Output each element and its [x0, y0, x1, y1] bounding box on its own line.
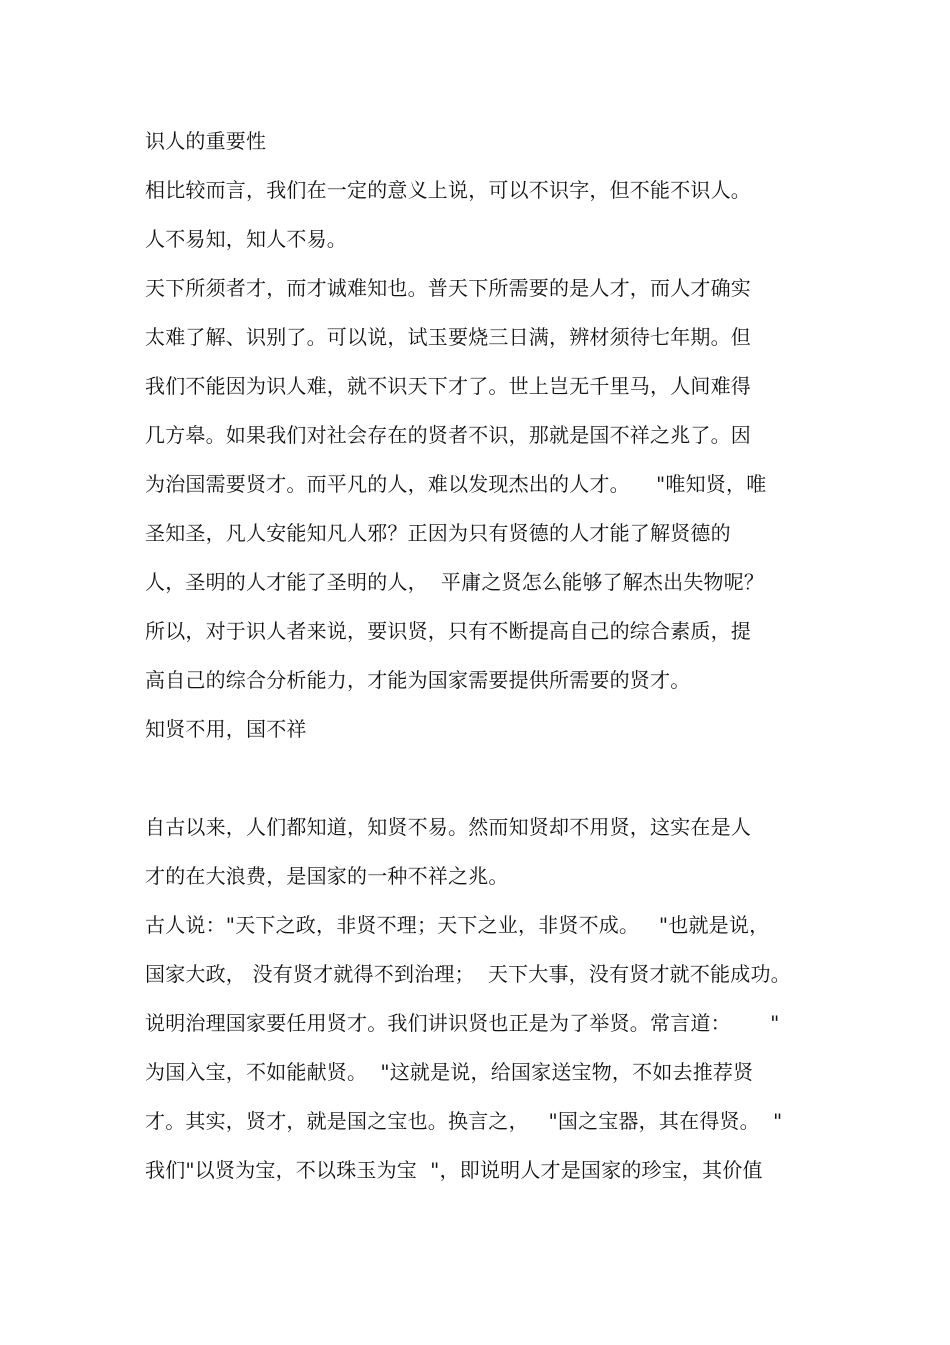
text-line: 相比较而言，我们在一定的意义上说，可以不识字，但不能不识人。: [145, 178, 751, 202]
text-line: 古人说："天下之政，非贤不理；天下之业，非贤不成。 "也就是说，: [145, 913, 770, 937]
text-line: 人不易知，知人不易。: [145, 227, 347, 251]
text-line: 为治国需要贤才。而平凡的人，难以发现杰出的人才。 "唯知贤，唯: [145, 472, 767, 496]
text-line: 几方皋。如果我们对社会存在的贤者不识，那就是国不祥之兆了。因: [145, 423, 751, 447]
section-heading: 识人的重要性: [145, 129, 267, 153]
text-line: 我们"以贤为宝，不以珠玉为宝 "，即说明人才是国家的珍宝，其价值: [145, 1158, 763, 1182]
text-line: 我们不能因为识人难，就不识天下才了。世上岂无千里马，人间难得: [145, 374, 751, 398]
text-line: 太难了解、识别了。可以说，试玉要烧三日满，辨材须待七年期。但: [145, 325, 751, 349]
text-line: 国家大政， 没有贤才就得不到治理； 天下大事，没有贤才就不能成功。: [145, 962, 791, 986]
section-heading: 知贤不用，国不祥: [145, 717, 307, 741]
text-line: 说明治理国家要任用贤才。我们讲识贤也正是为了举贤。常言道： ": [145, 1011, 780, 1035]
blank-line: [145, 761, 815, 810]
text-line: 圣知圣，凡人安能知凡人邪？正因为只有贤德的人才能了解贤德的: [145, 521, 731, 545]
document-body: [145, 124, 815, 1202]
text-line: 自古以来，人们都知道，知贤不易。然而知贤却不用贤，这实在是人: [145, 815, 751, 839]
text-line: 才。其实，贤才，就是国之宝也。换言之， "国之宝器，其在得贤。 ": [145, 1109, 783, 1133]
text-line: 人，圣明的人才能了圣明的人， 平庸之贤怎么能够了解杰出失物呢？: [145, 570, 765, 594]
text-line: 高自己的综合分析能力，才能为国家需要提供所需要的贤才。: [145, 668, 691, 692]
text-line: 天下所须者才，而才诚难知也。普天下所需要的是人才，而人才确实: [145, 276, 751, 300]
text-line: 才的在大浪费，是国家的一种不祥之兆。: [145, 864, 509, 888]
text-line: 为国入宝，不如能献贤。 "这就是说，给国家送宝物，不如去推荐贤: [145, 1060, 754, 1084]
text-line: 所以，对于识人者来说，要识贤，只有不断提高自己的综合素质，提: [145, 619, 751, 643]
